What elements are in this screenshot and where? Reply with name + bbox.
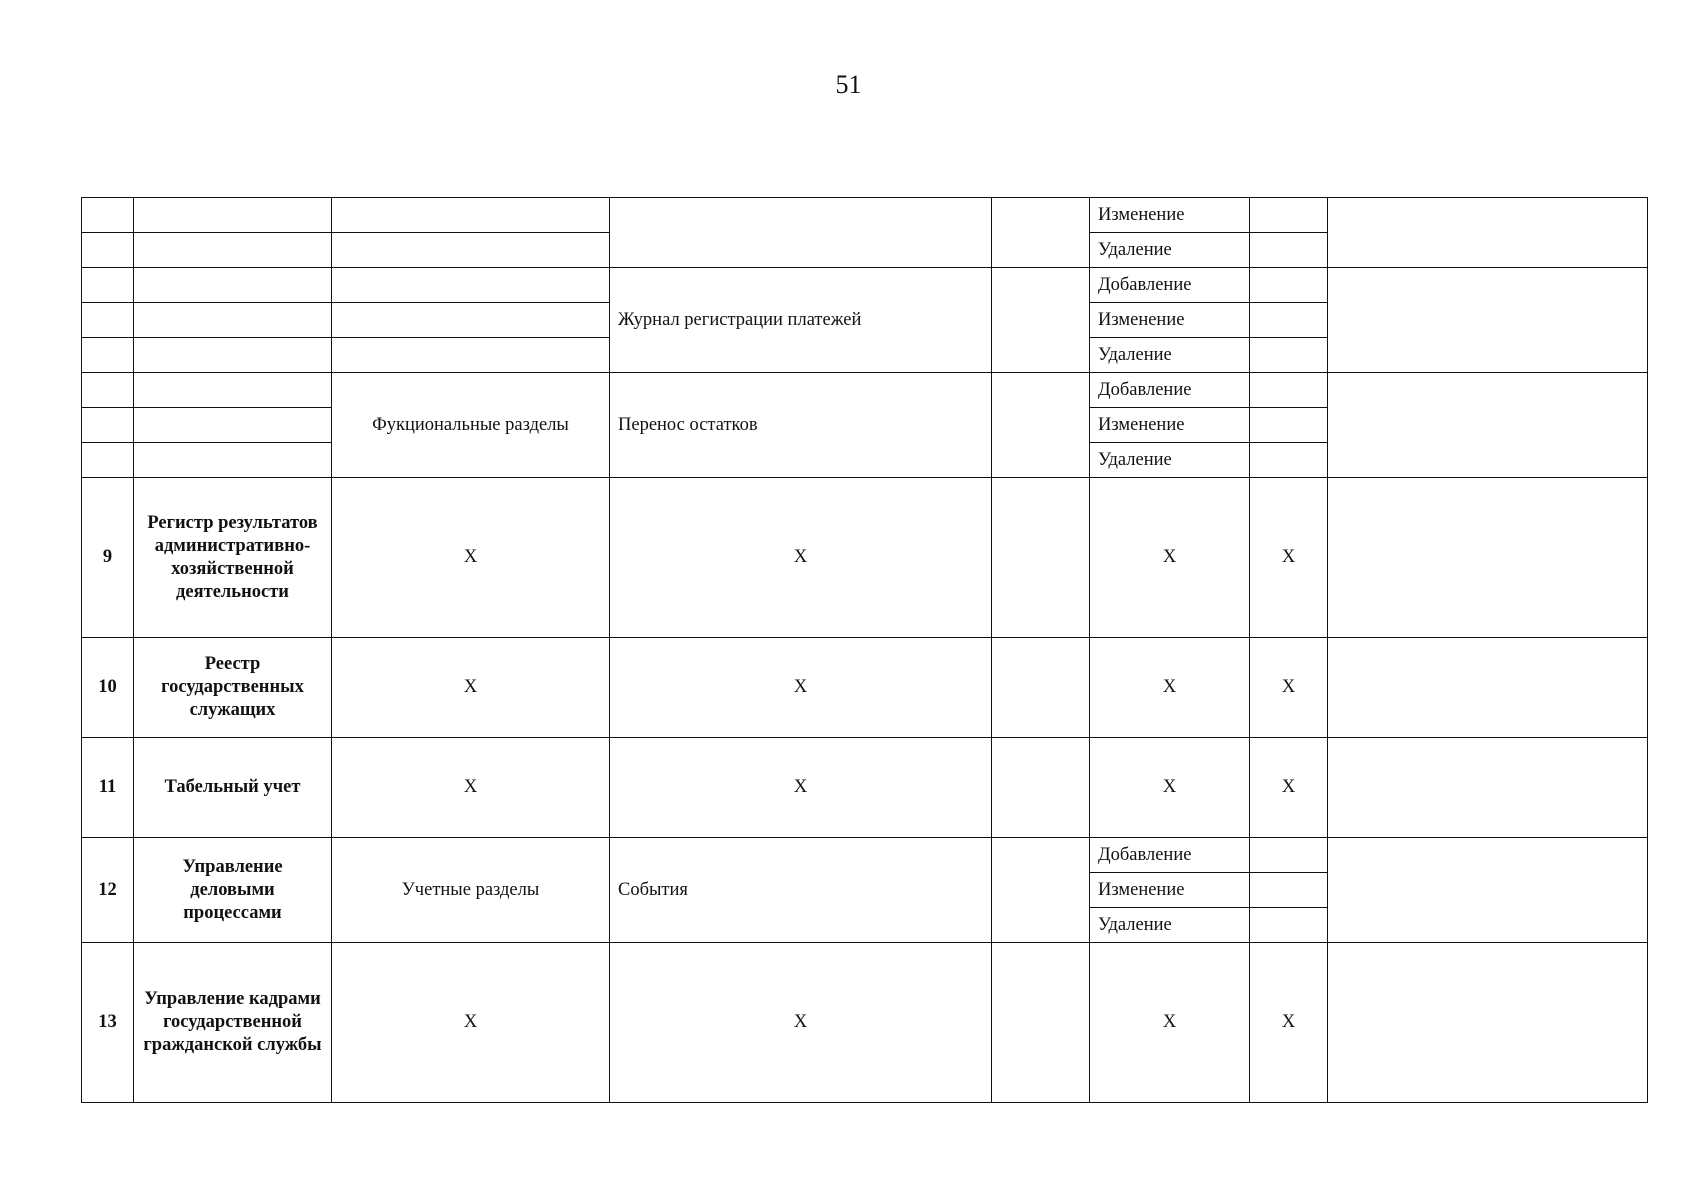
row-number: 13 [82, 943, 134, 1103]
empty-cell [1250, 443, 1328, 478]
empty-cell [1250, 268, 1328, 303]
table-row [82, 943, 1648, 1103]
table-row [82, 268, 1648, 303]
empty-cell [992, 638, 1090, 738]
empty-cell [992, 943, 1090, 1103]
empty-cell [1250, 873, 1328, 908]
empty-cell [332, 268, 610, 303]
x-mark: Х [1090, 638, 1250, 738]
empty-cell [82, 233, 134, 268]
action-delete: Удаление [1090, 233, 1250, 268]
row-number: 9 [82, 478, 134, 638]
object-cell: Журнал регистрации платежей [610, 268, 992, 373]
action-edit: Изменение [1090, 873, 1250, 908]
x-mark: Х [1250, 478, 1328, 638]
x-mark: Х [1090, 738, 1250, 838]
empty-cell [1250, 338, 1328, 373]
empty-cell [1250, 303, 1328, 338]
row-number: 11 [82, 738, 134, 838]
action-add: Добавление [1090, 838, 1250, 873]
empty-cell [992, 198, 1090, 268]
action-add: Добавление [1090, 373, 1250, 408]
row-name: Регистр результатов административно-хозяйственной деятельности [134, 478, 332, 638]
row-name: Реестр государственных служащих [134, 638, 332, 738]
x-mark: Х [1090, 478, 1250, 638]
empty-cell [1328, 373, 1648, 478]
action-delete: Удаление [1090, 443, 1250, 478]
action-delete: Удаление [1090, 908, 1250, 943]
object-cell: События [610, 838, 992, 943]
x-mark: Х [332, 478, 610, 638]
empty-cell [992, 838, 1090, 943]
page-number: 51 [835, 70, 862, 99]
registry-table [81, 197, 1648, 1103]
empty-cell [1328, 638, 1648, 738]
section-cell: Учетные разделы [332, 838, 610, 943]
row-name: Управление кадрами государственной гражданской службы [134, 943, 332, 1103]
empty-cell [134, 268, 332, 303]
x-mark: Х [332, 943, 610, 1103]
empty-cell [1250, 408, 1328, 443]
empty-cell [82, 198, 134, 233]
empty-cell [82, 443, 134, 478]
empty-cell [332, 198, 610, 233]
empty-cell [992, 373, 1090, 478]
empty-cell [82, 303, 134, 338]
empty-cell [1328, 198, 1648, 268]
empty-cell [134, 198, 332, 233]
table-row [82, 838, 1648, 873]
empty-cell [992, 268, 1090, 373]
empty-cell [332, 338, 610, 373]
x-mark: Х [610, 478, 992, 638]
table-row [82, 373, 1648, 408]
x-mark: Х [610, 738, 992, 838]
empty-cell [1328, 838, 1648, 943]
action-edit: Изменение [1090, 303, 1250, 338]
empty-cell [82, 408, 134, 443]
row-number: 10 [82, 638, 134, 738]
table-row [82, 638, 1648, 738]
row-number: 12 [82, 838, 134, 943]
row-name: Табельный учет [134, 738, 332, 838]
empty-cell [992, 478, 1090, 638]
empty-cell [82, 373, 134, 408]
empty-cell [332, 303, 610, 338]
x-mark: Х [332, 638, 610, 738]
empty-cell [1328, 943, 1648, 1103]
empty-cell [332, 233, 610, 268]
empty-cell [134, 338, 332, 373]
x-mark: Х [332, 738, 610, 838]
empty-cell [134, 408, 332, 443]
empty-cell [1328, 478, 1648, 638]
x-mark: Х [1090, 943, 1250, 1103]
empty-cell [82, 338, 134, 373]
object-cell [610, 198, 992, 268]
empty-cell [1250, 908, 1328, 943]
row-name: Управление деловыми процессами [134, 838, 332, 943]
action-delete: Удаление [1090, 338, 1250, 373]
x-mark: Х [1250, 738, 1328, 838]
empty-cell [1328, 268, 1648, 373]
section-cell: Фукциональные разделы [332, 373, 610, 478]
empty-cell [1250, 233, 1328, 268]
table-row [82, 738, 1648, 838]
empty-cell [1328, 738, 1648, 838]
empty-cell [134, 443, 332, 478]
empty-cell [82, 268, 134, 303]
empty-cell [1250, 838, 1328, 873]
action-edit: Изменение [1090, 408, 1250, 443]
empty-cell [134, 373, 332, 408]
table-row [82, 198, 1648, 233]
x-mark: Х [610, 638, 992, 738]
table-row [82, 478, 1648, 638]
x-mark: Х [610, 943, 992, 1103]
object-cell: Перенос остатков [610, 373, 992, 478]
action-add: Добавление [1090, 268, 1250, 303]
empty-cell [1250, 198, 1328, 233]
action-edit: Изменение [1090, 198, 1250, 233]
empty-cell [1250, 373, 1328, 408]
empty-cell [992, 738, 1090, 838]
empty-cell [134, 303, 332, 338]
x-mark: Х [1250, 638, 1328, 738]
x-mark: Х [1250, 943, 1328, 1103]
empty-cell [134, 233, 332, 268]
